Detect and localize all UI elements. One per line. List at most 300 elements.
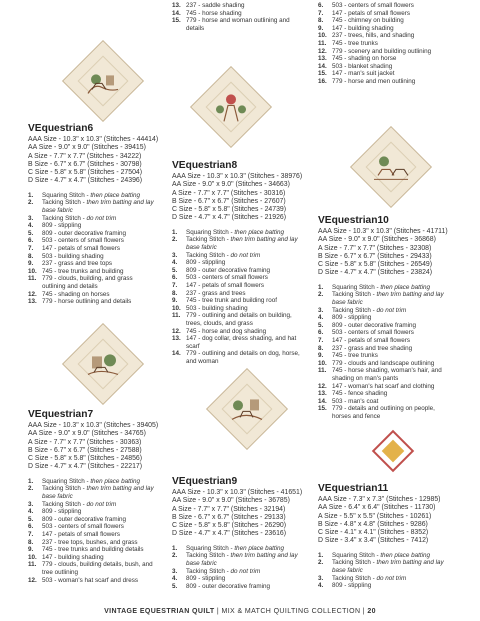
step-continuation: base fabric <box>42 206 73 214</box>
size-line: AAA Size - 10.3" x 10.3" (Stitches - 39405) <box>28 422 159 429</box>
step-item <box>28 222 170 230</box>
size-line: AA Size - 9.0" x 9.0" (Stitches - 36868) <box>318 236 436 244</box>
step-text: Tacking Stitch - <box>332 574 377 582</box>
step-number: 5. <box>318 321 324 329</box>
pattern-v10 <box>318 215 460 420</box>
step-number: 3. <box>28 214 34 222</box>
step-text: 147 - woman's hat scarf and clothing <box>332 382 435 390</box>
step-continuation: horses and fence <box>332 412 381 420</box>
step-number: 4. <box>28 222 34 230</box>
step-number: 6. <box>318 2 324 9</box>
step-text: 779 - horse outlining and details <box>42 298 132 306</box>
step-continuation: base fabric <box>332 566 363 574</box>
step-number: 11. <box>318 367 327 375</box>
step-number: 9. <box>318 352 324 360</box>
thread-steps <box>172 545 314 591</box>
size-line: D Size - 3.4" x 3.4" (Stitches - 7412) <box>318 537 429 545</box>
step-text: 745 - horse shading, woman's hair, and <box>332 367 442 375</box>
step-number: 11. <box>28 561 37 569</box>
size-line: AAA Size - 10.3" x 10.3" (Stitches - 41651) <box>172 489 303 496</box>
step-number: 9. <box>318 24 324 32</box>
step-text: 745 - tree trunk and building roof <box>186 297 278 305</box>
size-line: AA Size - 9.0" x 9.0" (Stitches - 39415) <box>28 144 146 152</box>
step-number: 6. <box>172 274 178 282</box>
page-number: 20 <box>367 608 376 615</box>
step-note: do not trim <box>376 306 407 314</box>
step-item <box>318 383 460 391</box>
step-text: 745 - tree trunks <box>332 39 378 47</box>
footer-collection: MIX & MATCH QUILTING COLLECTION <box>221 608 361 615</box>
step-number: 1. <box>172 544 178 552</box>
step-number: 3. <box>318 574 324 582</box>
step-item <box>28 268 170 276</box>
step-item <box>318 322 460 330</box>
pattern-v11 <box>318 483 460 590</box>
step-text: Squaring Stitch - <box>186 544 235 552</box>
step-continuation: tree outlining <box>42 568 79 576</box>
step-number: 10. <box>172 304 181 312</box>
step-text: 779 - horse and men outlining <box>332 77 416 85</box>
step-text: Tacking Stitch - <box>186 552 231 560</box>
step-text: Tacking Stitch - <box>186 251 231 259</box>
step-item <box>318 307 460 315</box>
size-line: D Size - 4.7" x 4.7" (Stitches - 21926) <box>172 214 287 222</box>
pattern-title: VEquestrian8 <box>172 160 238 171</box>
step-item <box>318 284 460 292</box>
step-text: 779 - outlining and details on dog, horse, <box>186 350 300 358</box>
step-note: do not trim <box>376 574 407 582</box>
step-text: 809 - outer decorative framing <box>186 582 271 590</box>
step-item <box>28 253 170 261</box>
step-text: Tacking Stitch - <box>332 559 377 567</box>
step-item <box>28 485 170 500</box>
step-text: Squaring Stitch - <box>332 283 381 291</box>
step-number: 4. <box>318 582 324 590</box>
size-list <box>318 496 460 546</box>
size-list <box>28 422 170 472</box>
step-number: 3. <box>172 567 178 575</box>
step-number: 10. <box>318 359 327 367</box>
step-text: 147 - building shading <box>42 553 104 561</box>
step-text: 779 - details and outlining on people, <box>332 405 435 413</box>
step-text: Tacking Stitch - <box>186 236 231 244</box>
size-line: B Size - 6.7" x 6.7" (Stitches - 27588) <box>28 446 142 454</box>
step-number: 2. <box>172 552 178 560</box>
thread-steps <box>28 192 170 306</box>
step-item <box>28 508 170 516</box>
thread-steps <box>28 478 170 584</box>
step-number: 11. <box>318 39 327 47</box>
step-note: then trim batting and lay <box>376 559 444 567</box>
step-item <box>28 298 170 306</box>
page-footer <box>0 608 480 615</box>
step-item <box>318 390 460 398</box>
step-number: 3. <box>172 251 178 259</box>
step-item <box>172 274 314 282</box>
step-number: 12. <box>318 382 327 390</box>
step-number: 15. <box>318 405 327 413</box>
step-item <box>172 575 314 583</box>
step-text: Tacking Stitch - <box>42 199 87 207</box>
step-number: 2. <box>28 199 34 207</box>
step-item <box>28 260 170 268</box>
step-note: then trim batting and lay <box>376 291 444 299</box>
size-line: AA Size - 9.0" x 9.0" (Stitches - 34765) <box>28 430 146 438</box>
step-text: 745 - tree trunks and building <box>42 267 124 275</box>
step-text: 779 - scenery and building outlining <box>332 47 432 55</box>
step-item <box>172 236 314 251</box>
step-item <box>28 275 170 290</box>
step-note: then place batting <box>380 551 431 559</box>
step-number: 11. <box>172 312 181 320</box>
step-number: 11. <box>28 275 37 283</box>
step-text: 147 - petals of small flowers <box>332 9 411 17</box>
step-item <box>318 345 460 353</box>
step-item <box>318 352 460 360</box>
step-text: 237 - trees, hills, and shading <box>332 32 415 40</box>
pattern-v7 <box>28 409 170 584</box>
size-list <box>28 136 170 186</box>
size-line: AA Size - 9.0" x 9.0" (Stitches - 36785) <box>172 497 290 505</box>
step-item <box>172 552 314 567</box>
step-number: 6. <box>28 237 34 245</box>
thread-steps <box>318 2 460 86</box>
size-line: B Size - 6.7" x 6.7" (Stitches - 29133) <box>172 513 286 521</box>
step-text: 809 - stippling <box>186 575 226 583</box>
size-line: C Size - 5.8" x 5.8" (Stitches - 24856) <box>28 455 143 463</box>
step-number: 2. <box>172 236 178 244</box>
step-item <box>318 78 460 86</box>
step-item <box>172 290 314 298</box>
step-note: do not trim <box>230 567 261 575</box>
step-text: 503 - woman's hat scarf and dress <box>42 576 139 584</box>
step-item <box>172 282 314 290</box>
step-text: 809 - stippling <box>42 222 82 230</box>
step-item <box>28 516 170 524</box>
step-number: 15. <box>172 17 181 25</box>
step-text: 779 - clouds, building details, bush, and <box>42 561 153 569</box>
step-item <box>172 229 314 237</box>
step-text: 809 - outer decorative framing <box>42 515 127 523</box>
step-item <box>172 267 314 275</box>
step-number: 12. <box>318 47 327 55</box>
step-item <box>28 199 170 214</box>
pattern-title: VEquestrian11 <box>318 483 389 494</box>
step-number: 14. <box>318 62 327 70</box>
size-line: AAA Size - 10.3" x 10.3" (Stitches - 41711) <box>318 228 448 235</box>
size-line: B Size - 6.7" x 6.7" (Stitches - 27607) <box>172 197 286 205</box>
step-number: 1. <box>28 191 34 199</box>
step-item <box>318 360 460 368</box>
size-line: A Size - 7.7" x 7.7" (Stitches - 32194) <box>172 505 286 513</box>
size-line: B Size - 6.7" x 6.7" (Stitches - 29433) <box>318 252 432 260</box>
step-number: 5. <box>28 229 34 237</box>
step-number: 8. <box>318 344 324 352</box>
pattern-title: VEquestrian7 <box>28 409 94 420</box>
step-text: 745 - shading on horses <box>42 290 110 298</box>
step-number: 5. <box>28 515 34 523</box>
step-item <box>28 478 170 486</box>
step-text: 809 - stippling <box>42 508 82 516</box>
step-item <box>318 25 460 33</box>
step-text: 745 - shading on horse <box>332 55 397 63</box>
embroidery-design-v7 <box>62 323 144 405</box>
step-text: 147 - building shading <box>332 24 394 32</box>
step-text: 503 - centers of small flowers <box>186 274 268 282</box>
step-continuation: shading on man's pants <box>332 374 399 382</box>
step-note: then trim batting and lay <box>86 485 154 493</box>
step-number: 6. <box>318 329 324 337</box>
size-line: C Size - 5.8" x 5.8" (Stitches - 27504) <box>28 169 143 177</box>
step-item <box>172 335 314 350</box>
step-text: 237 - grass and tree shading <box>332 344 413 352</box>
step-item <box>318 559 460 574</box>
step-item <box>172 10 314 18</box>
step-number: 2. <box>318 559 324 567</box>
step-text: 745 - fence shading <box>332 390 388 398</box>
footer-title: VINTAGE EQUESTRIAN QUILT <box>104 608 215 615</box>
step-number: 3. <box>318 306 324 314</box>
step-text: 809 - stippling <box>186 259 226 267</box>
size-line: A Size - 7.7" x 7.7" (Stitches - 34222) <box>28 152 142 160</box>
step-text: 503 - centers of small flowers <box>42 523 124 531</box>
step-number: 16. <box>318 77 327 85</box>
step-number: 12. <box>28 576 37 584</box>
step-note: then trim batting and lay <box>86 199 154 207</box>
step-number: 7. <box>172 281 178 289</box>
step-item <box>172 259 314 267</box>
step-text: 779 - horse and woman outlining and <box>186 17 290 25</box>
step-text: 809 - outer decorative framing <box>332 321 417 329</box>
step-text: 745 - horse shading <box>186 9 242 17</box>
size-line: AA Size - 6.4" x 6.4" (Stitches - 11730) <box>318 504 436 512</box>
step-number: 10. <box>28 553 37 561</box>
step-number: 10. <box>318 32 327 40</box>
step-continuation: trees, clouds, and grass <box>186 319 253 327</box>
step-item <box>318 582 460 590</box>
step-number: 8. <box>318 17 324 25</box>
step-text: Squaring Stitch - <box>42 191 91 199</box>
step-number: 4. <box>172 575 178 583</box>
step-item <box>318 10 460 18</box>
step-item <box>28 245 170 253</box>
step-text: 745 - horse and dog shading <box>186 327 267 335</box>
step-number: 14. <box>172 9 181 17</box>
size-line: D Size - 4.7" x 4.7" (Stitches - 24396) <box>28 177 143 185</box>
size-list <box>318 228 460 278</box>
size-line: AAA Size - 10.3" x 10.3" (Stitches - 38976) <box>172 173 303 180</box>
step-item <box>172 17 314 32</box>
size-line: D Size - 4.7" x 4.7" (Stitches - 22217) <box>28 463 143 471</box>
size-line: A Size - 7.7" x 7.7" (Stitches - 30363) <box>28 438 142 446</box>
pattern-v9 <box>172 476 314 590</box>
step-continuation: and woman <box>186 357 219 365</box>
step-item <box>318 398 460 406</box>
step-text: Squaring Stitch - <box>42 477 91 485</box>
step-note: then place batting <box>90 477 141 485</box>
step-text: 147 - petals of small flowers <box>42 530 121 538</box>
size-line: C Size - 4.1" x 4.1" (Stitches - 8352) <box>318 529 429 537</box>
step-number: 4. <box>318 314 324 322</box>
step-item <box>172 568 314 576</box>
step-text: Tacking Stitch - <box>42 485 87 493</box>
step-number: 2. <box>318 291 324 299</box>
step-item <box>318 48 460 56</box>
step-number: 9. <box>28 260 34 268</box>
step-text: 745 - tree trunks <box>332 352 378 360</box>
step-number: 4. <box>172 259 178 267</box>
step-item <box>28 237 170 245</box>
step-item <box>318 552 460 560</box>
step-continuation: base fabric <box>332 298 363 306</box>
size-line: AAA Size - 7.3" x 7.3" (Stitches - 12985) <box>318 496 441 503</box>
step-item <box>172 350 314 365</box>
step-note: do not trim <box>86 214 117 222</box>
step-number: 1. <box>318 283 324 291</box>
step-text: 147 - petals of small flowers <box>332 336 411 344</box>
step-item <box>318 63 460 71</box>
step-note: then place batting <box>90 191 141 199</box>
step-number: 5. <box>172 582 178 590</box>
size-line: C Size - 5.8" x 5.8" (Stitches - 26549) <box>318 261 433 269</box>
step-continuation: base fabric <box>186 243 217 251</box>
step-text: 503 - centers of small flowers <box>332 2 414 9</box>
step-text: 503 - centers of small flowers <box>332 329 414 337</box>
step-text: Tacking Stitch - <box>42 500 87 508</box>
step-item <box>318 575 460 583</box>
step-text: 147 - dog collar, dress shading, and hat <box>186 335 297 343</box>
step-text: Tacking Stitch - <box>42 214 87 222</box>
step-number: 13. <box>172 335 181 343</box>
step-number: 8. <box>28 252 34 260</box>
step-item <box>318 70 460 78</box>
step-item <box>318 329 460 337</box>
size-line: A Size - 7.7" x 7.7" (Stitches - 30316) <box>172 189 286 197</box>
embroidery-design-v9 <box>206 368 288 450</box>
step-number: 13. <box>318 390 327 398</box>
step-note: then trim batting and lay <box>230 552 298 560</box>
step-text: 779 - clouds and landscape outlining <box>332 359 435 367</box>
thread-steps <box>318 552 460 590</box>
step-text: 237 - tree tops, bushes, and grass <box>42 538 138 546</box>
size-line: D Size - 4.7" x 4.7" (Stitches - 23824) <box>318 269 433 277</box>
step-note: then trim batting and lay <box>230 236 298 244</box>
step-number: 1. <box>318 551 324 559</box>
step-item <box>28 192 170 200</box>
thread-steps <box>172 2 314 32</box>
step-number: 7. <box>318 336 324 344</box>
size-line: C Size - 5.8" x 5.8" (Stitches - 26290) <box>172 522 287 530</box>
step-number: 15. <box>318 70 327 78</box>
step-item <box>318 405 460 420</box>
size-line: AAA Size - 10.3" x 10.3" (Stitches - 44414) <box>28 136 159 143</box>
step-continuation: base fabric <box>42 492 73 500</box>
step-item <box>172 328 314 336</box>
step-text: Tacking Stitch - <box>332 306 377 314</box>
step-item <box>28 531 170 539</box>
step-text: 237 - grass and tree tops <box>42 260 113 268</box>
step-text: 503 - building shading <box>42 252 104 260</box>
size-line: A Size - 7.7" x 7.7" (Stitches - 32308) <box>318 244 432 252</box>
size-line: A Size - 5.5" x 5.5" (Stitches - 10261) <box>318 512 432 520</box>
step-number: 7. <box>28 244 34 252</box>
step-note: do not trim <box>86 500 117 508</box>
step-item <box>318 55 460 63</box>
size-line: AA Size - 9.0" x 9.0" (Stitches - 34663) <box>172 181 290 189</box>
size-line: B Size - 6.7" x 6.7" (Stitches - 30798) <box>28 160 142 168</box>
pattern-title: VEquestrian10 <box>318 215 389 226</box>
step-number: 7. <box>28 530 34 538</box>
step-item <box>318 337 460 345</box>
step-item <box>318 40 460 48</box>
step-text: 745 - chimney on building <box>332 17 404 25</box>
size-line: C Size - 5.8" x 5.8" (Stitches - 24739) <box>172 206 287 214</box>
step-item <box>318 367 460 382</box>
embroidery-design-v6 <box>62 40 144 122</box>
step-item <box>28 230 170 238</box>
step-item <box>28 561 170 576</box>
step-note: do not trim <box>230 251 261 259</box>
step-item <box>318 17 460 25</box>
step-text: 503 - centers of small flowers <box>42 237 124 245</box>
step-number: 14. <box>318 397 327 405</box>
step-item <box>28 291 170 299</box>
step-number: 13. <box>172 2 181 9</box>
step-number: 3. <box>28 500 34 508</box>
size-list <box>172 173 314 223</box>
step-text: 809 - stippling <box>332 314 372 322</box>
step-text: 237 - saddle shading <box>186 2 245 9</box>
step-text: 503 - blanket shading <box>332 62 393 70</box>
step-item <box>28 577 170 585</box>
step-text: 237 - grass and trees <box>186 289 246 297</box>
step-number: 5. <box>172 266 178 274</box>
step-text: 147 - man's suit jacket <box>332 70 395 78</box>
step-item <box>172 545 314 553</box>
thread-steps <box>172 229 314 366</box>
step-text: 779 - outlining and details on building, <box>186 312 292 320</box>
step-number: 4. <box>28 508 34 516</box>
step-number: 1. <box>28 477 34 485</box>
step-continuation: details <box>186 24 205 32</box>
step-item <box>318 314 460 322</box>
step-number: 7. <box>318 9 324 17</box>
size-line: D Size - 4.7" x 4.7" (Stitches - 23616) <box>172 530 287 538</box>
step-number: 1. <box>172 228 178 236</box>
continued-steps-col3 <box>318 2 460 86</box>
footer-separator-2: | <box>360 608 368 615</box>
step-number: 9. <box>172 297 178 305</box>
step-number: 12. <box>172 327 181 335</box>
step-text: 503 - man's coat <box>332 397 379 405</box>
step-number: 12. <box>28 290 37 298</box>
step-text: Tacking Stitch - <box>186 567 231 575</box>
step-item <box>318 32 460 40</box>
continued-steps-col2 <box>172 2 314 32</box>
step-text: 809 - stippling <box>332 582 372 590</box>
step-item <box>28 554 170 562</box>
embroidery-design-v10 <box>350 126 432 208</box>
pattern-v8 <box>172 160 314 365</box>
step-number: 8. <box>28 538 34 546</box>
step-text: 779 - clouds, building, and grass <box>42 275 133 283</box>
embroidery-design-v11 <box>372 430 414 472</box>
step-item <box>172 312 314 327</box>
pattern-v6 <box>28 123 170 306</box>
thread-steps <box>318 284 460 421</box>
step-continuation: outlining and details <box>42 282 98 290</box>
step-text: 809 - outer decorative framing <box>42 229 127 237</box>
